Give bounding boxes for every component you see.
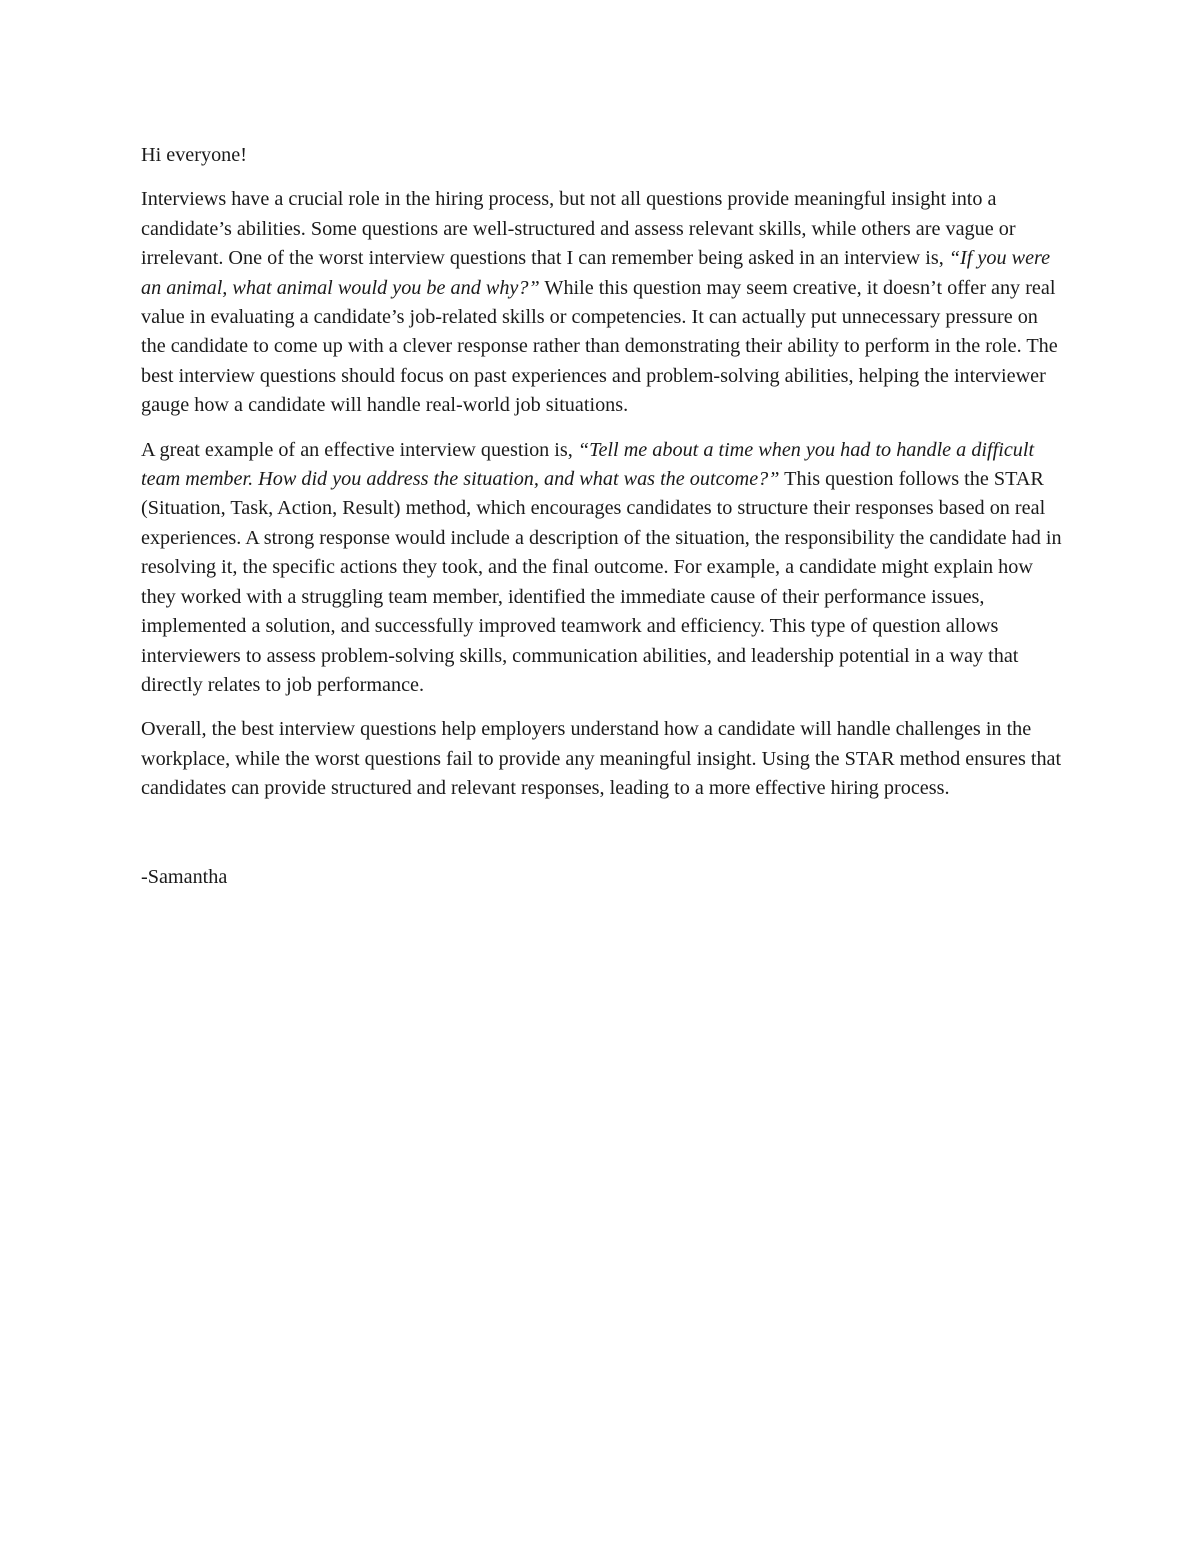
- paragraph-best-question: [141, 436, 1066, 701]
- paragraph-2-body: This question follows the STAR (Situation, Task, Action, Result) method, which encourages candidates to structure their responses based on real experiences. A strong response would include a description of the situation, the responsibility the candidate had in resolving it, the specific actions they took, and the final outcome. For example, a candidate might explain how they worked with a struggling team member, identified the immediate cause of their performance issues, implemented a solution, and successfully improved teamwork and efficiency. This type of question allows interviewers to assess problem-solving skills, communication abilities, and leadership potential in a way that directly relates to job performance.: [141, 468, 1062, 696]
- signature: -Samantha: [141, 865, 228, 888]
- letter-body: [141, 141, 1066, 907]
- paragraph-2-intro: A great example of an effective interview question is,: [141, 438, 578, 461]
- paragraph-1-intro: Interviews have a crucial role in the hiring process, but not all questions provide meaningful insight into a candidate’s abilities. Some questions are well-structured and assess relevant skills, while others are vague or irrelevant. One of the worst interview questions that I can remember being asked in an interview is,: [141, 188, 1016, 270]
- paragraph-worst-question: [141, 185, 1066, 420]
- worst-question-quote: “If you were an animal, what animal would you be and why?”: [141, 247, 1051, 299]
- best-question-quote: “Tell me about a time when you had to handle a difficult team member. How did you address the situation, and what was the outcome?”: [141, 438, 1035, 491]
- paragraph-1-body: While this question may seem creative, it doesn’t offer any real value in evaluating a candidate’s job-related skills or competencies. It can actually put unnecessary pressure on the candidate to come up with a clever response rather than demonstrating their ability to perform in the role. The best interview questions should focus on past experiences and problem-solving abilities, helping the interviewer gauge how a candidate will handle real-world job situations.: [141, 276, 1058, 417]
- paragraph-conclusion: Overall, the best interview questions help employers understand how a candidate will handle challenges in the workplace, while the worst questions fail to provide any meaningful insight. Using the STAR method ensures that candidates can provide structured and relevant responses, leading to a more effective hiring process.: [141, 718, 1062, 800]
- greeting: Hi everyone!: [141, 144, 247, 166]
